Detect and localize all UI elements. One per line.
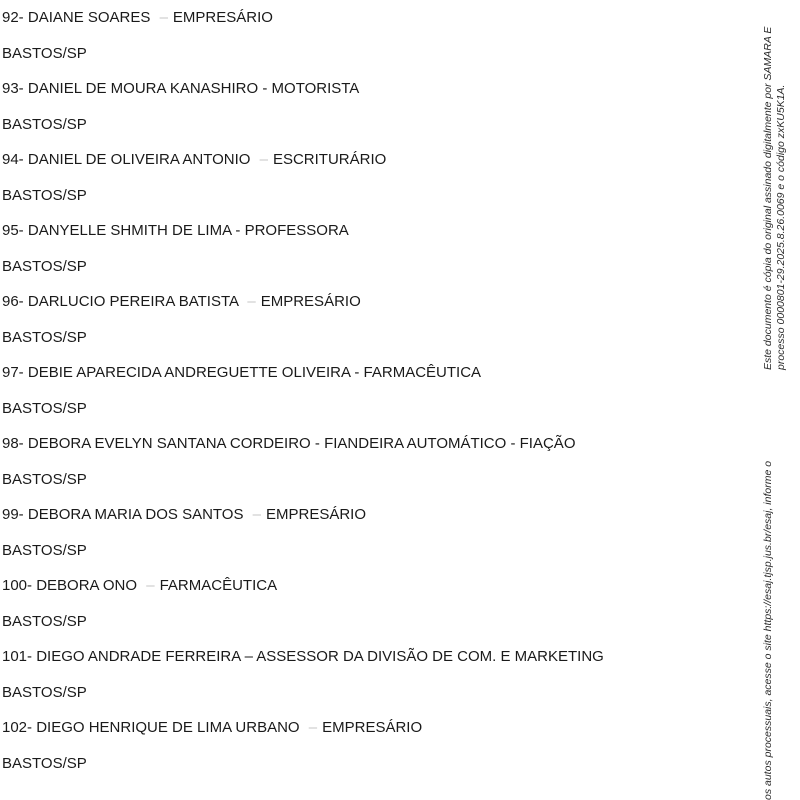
entry-city: BASTOS/SP	[2, 186, 87, 204]
entry-city: BASTOS/SP	[2, 257, 87, 275]
entry-name: DEBORA MARIA DOS SANTOS	[27, 506, 244, 523]
entry-name: DEBORA EVELYN SANTANA CORDEIRO	[27, 435, 311, 452]
signature-notice-line-2: processo 0000801-29.2025.8.26.0069 e o código zxKU5K1A.	[775, 84, 787, 370]
entry-city: BASTOS/SP	[2, 470, 87, 488]
registry-entry	[2, 505, 742, 576]
entry-line	[2, 363, 742, 399]
entry-line	[2, 647, 742, 683]
entry-separator: –	[244, 648, 253, 665]
registry-entry	[2, 79, 742, 150]
entry-line	[2, 718, 742, 754]
registry-entry	[2, 576, 742, 647]
entry-occupation: ESCRITURÁRIO	[272, 151, 387, 168]
entry-separator: –	[259, 151, 268, 168]
entry-occupation: EMPRESÁRIO	[322, 719, 423, 736]
entry-name: DARLUCIO PEREIRA BATISTA	[27, 293, 239, 310]
entry-city: BASTOS/SP	[2, 328, 87, 346]
entry-city: BASTOS/SP	[2, 754, 87, 772]
entry-name: DAIANE SOARES	[27, 9, 151, 26]
registry-entry	[2, 292, 742, 363]
entry-separator: –	[252, 506, 261, 523]
registry-list	[2, 8, 742, 789]
entry-name: DANIEL DE OLIVEIRA ANTONIO	[27, 151, 251, 168]
entry-city: BASTOS/SP	[2, 683, 87, 701]
entry-number: 92-	[2, 9, 24, 26]
entry-number: 100-	[2, 577, 33, 594]
signature-notice-line-1: Este documento é cópia do original assinado digitalmente por SAMARA E	[762, 26, 774, 370]
entry-number: 93-	[2, 80, 24, 97]
entry-number: 96-	[2, 293, 24, 310]
registry-entry	[2, 647, 742, 718]
entry-occupation: EMPRESÁRIO	[266, 506, 367, 523]
entry-occupation: MOTORISTA	[271, 80, 360, 97]
entry-occupation: FARMACÊUTICA	[159, 577, 278, 594]
entry-separator: –	[159, 9, 168, 26]
entry-separator: –	[146, 577, 155, 594]
entry-line	[2, 576, 742, 612]
entry-city: BASTOS/SP	[2, 44, 87, 62]
entry-name: DANYELLE SHMITH DE LIMA	[27, 222, 232, 239]
registry-entry	[2, 434, 742, 505]
entry-line	[2, 79, 742, 115]
entry-number: 101-	[2, 648, 33, 665]
entry-separator: -	[314, 435, 320, 452]
digital-signature-sidebar	[760, 0, 788, 800]
entry-number: 95-	[2, 222, 24, 239]
entry-city: BASTOS/SP	[2, 612, 87, 630]
entry-number: 99-	[2, 506, 24, 523]
registry-entry	[2, 221, 742, 292]
registry-entry	[2, 8, 742, 79]
entry-occupation: PROFESSORA	[244, 222, 349, 239]
entry-line	[2, 505, 742, 541]
entry-name: DEBORA ONO	[36, 577, 138, 594]
entry-line	[2, 150, 742, 186]
entry-line	[2, 221, 742, 257]
registry-entry	[2, 363, 742, 434]
entry-name: DANIEL DE MOURA KANASHIRO	[27, 80, 259, 97]
registry-entry	[2, 150, 742, 221]
entry-separator: -	[262, 80, 268, 97]
entry-separator: -	[235, 222, 241, 239]
entry-line	[2, 8, 742, 44]
entry-separator: –	[247, 293, 256, 310]
entry-line	[2, 434, 742, 470]
entry-number: 102-	[2, 719, 33, 736]
entry-city: BASTOS/SP	[2, 115, 87, 133]
registry-entry	[2, 718, 742, 789]
entry-occupation: EMPRESÁRIO	[260, 293, 361, 310]
entry-city: BASTOS/SP	[2, 541, 87, 559]
entry-name: DEBIE APARECIDA ANDREGUETTE OLIVEIRA	[27, 364, 351, 381]
entry-line	[2, 292, 742, 328]
entry-separator: –	[308, 719, 318, 736]
entry-number: 94-	[2, 151, 24, 168]
entry-name: DIEGO HENRIQUE DE LIMA URBANO	[36, 719, 300, 736]
verification-notice-line: os autos processuais, acesse o site https://esaj.tjsp.jus.br/esaj, informe o	[762, 460, 774, 800]
entry-city: BASTOS/SP	[2, 399, 87, 417]
entry-occupation: FARMACÊUTICA	[363, 364, 482, 381]
entry-separator: -	[354, 364, 360, 381]
entry-occupation: ASSESSOR DA DIVISÃO DE COM. E MARKETING	[256, 648, 604, 665]
entry-occupation: FIANDEIRA AUTOMÁTICO - FIAÇÃO	[324, 435, 576, 452]
entry-occupation: EMPRESÁRIO	[172, 9, 273, 26]
entry-number: 98-	[2, 435, 24, 452]
entry-number: 97-	[2, 364, 24, 381]
entry-name: DIEGO ANDRADE FERREIRA	[36, 648, 241, 665]
